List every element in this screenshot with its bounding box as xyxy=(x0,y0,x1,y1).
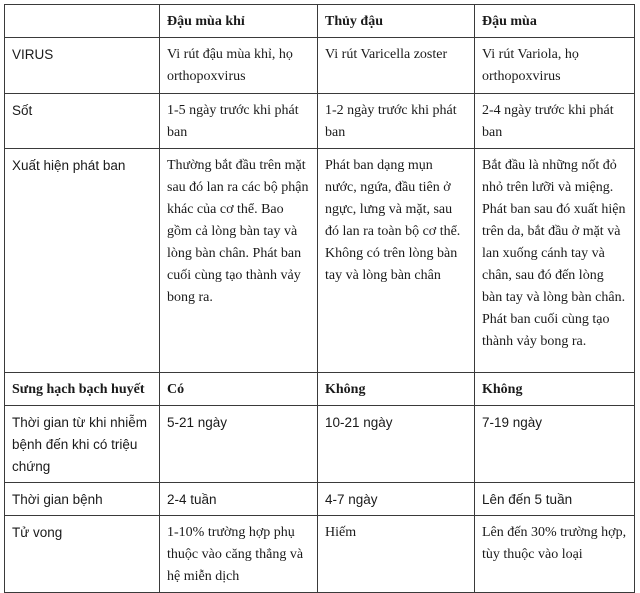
table-row-incubation xyxy=(5,406,635,483)
header-cell-chickenpox: Thủy đậu xyxy=(318,5,475,38)
table-cell: Phát ban dạng mụn nước, ngứa, đầu tiên ở ngực, lưng và mặt, sau đó lan ra toàn bộ cơ thể. Không có trên lòng bàn tay và lòng bàn chân xyxy=(318,149,475,373)
header-cell-monkeypox: Đậu mùa khỉ xyxy=(160,5,318,38)
row-label-incubation: Thời gian từ khi nhiễm bệnh đến khi có triệu chứng xyxy=(5,406,160,483)
table-cell: 1-10% trường hợp phụ thuộc vào căng thẳng và hệ miễn dịch xyxy=(160,516,318,593)
row-label-fever: Sốt xyxy=(5,94,160,149)
row-label-rash: Xuất hiện phát ban xyxy=(5,149,160,373)
table-header-row xyxy=(5,5,635,38)
table-row-lymph xyxy=(5,373,635,406)
row-label-virus: VIRUS xyxy=(5,38,160,94)
header-cell-empty xyxy=(5,5,160,38)
table-cell: Lên đến 30% trường hợp, tùy thuộc vào loại xyxy=(475,516,635,593)
table-cell: Có xyxy=(160,373,318,406)
table-row-rash xyxy=(5,149,635,373)
comparison-table xyxy=(4,4,635,593)
table-cell: 7-19 ngày xyxy=(475,406,635,483)
table-cell: Không xyxy=(475,373,635,406)
table-cell: 2-4 ngày trước khi phát ban xyxy=(475,94,635,149)
table-cell: 1-5 ngày trước khi phát ban xyxy=(160,94,318,149)
table-row-duration xyxy=(5,483,635,516)
table-cell: Lên đến 5 tuần xyxy=(475,483,635,516)
table-cell: Vi rút Varicella zoster xyxy=(318,38,475,94)
row-label-lymph: Sưng hạch bạch huyết xyxy=(5,373,160,406)
table-cell: Bắt đầu là những nốt đỏ nhỏ trên lưỡi và miệng. Phát ban sau đó xuất hiện trên da, bắt đầu ở mặt và lan xuống cánh tay và chân, sau đó đến lòng bàn tay và lòng bàn chân. Phát ban cuối cùng tạo thành vảy bong ra. xyxy=(475,149,635,373)
table-row-mortality xyxy=(5,516,635,593)
table-cell: Hiếm xyxy=(318,516,475,593)
table-row-virus xyxy=(5,38,635,94)
table-cell: 5-21 ngày xyxy=(160,406,318,483)
table-row-fever xyxy=(5,94,635,149)
table-cell: 1-2 ngày trước khi phát ban xyxy=(318,94,475,149)
table-cell: Không xyxy=(318,373,475,406)
table-cell: 2-4 tuần xyxy=(160,483,318,516)
row-label-mortality: Tử vong xyxy=(5,516,160,593)
table-cell: Thường bắt đầu trên mặt sau đó lan ra các bộ phận khác của cơ thể. Bao gồm cả lòng bàn tay và lòng bàn chân. Phát ban cuối cùng tạo thành vảy bong ra. xyxy=(160,149,318,373)
table-cell: 4-7 ngày xyxy=(318,483,475,516)
row-label-duration: Thời gian bệnh xyxy=(5,483,160,516)
table-cell: Vi rút đậu mùa khỉ, họ orthopoxvirus xyxy=(160,38,318,94)
table-cell: 10-21 ngày xyxy=(318,406,475,483)
table-cell: Vi rút Variola, họ orthopoxvirus xyxy=(475,38,635,94)
header-cell-smallpox: Đậu mùa xyxy=(475,5,635,38)
